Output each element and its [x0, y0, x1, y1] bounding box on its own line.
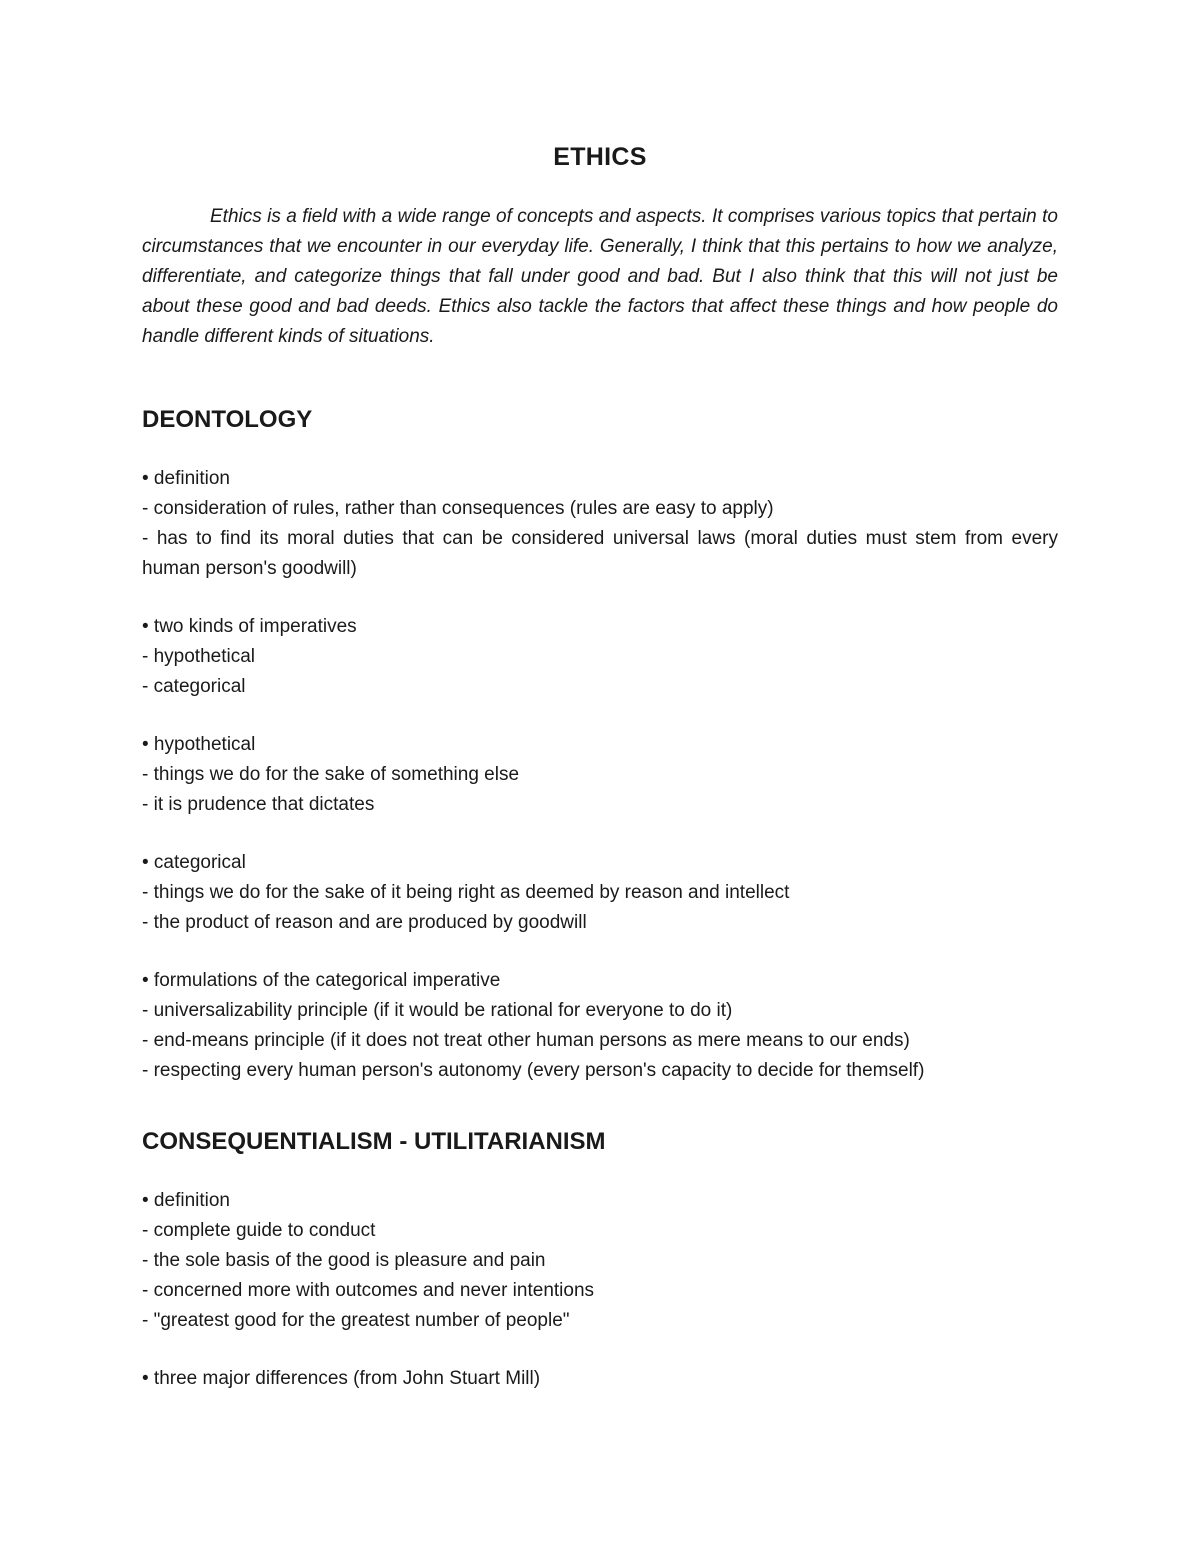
list-item: - it is prudence that dictates — [142, 794, 375, 815]
bullet-heading: • categorical — [142, 852, 246, 873]
document-title: ETHICS — [553, 143, 647, 171]
bullet-heading: • three major differences (from John Stuart Mill) — [142, 1368, 541, 1389]
note-group-definition — [142, 1186, 1058, 1336]
section-heading-consequentialism: CONSEQUENTIALISM - UTILITARIANISM — [142, 1128, 606, 1155]
note-group-hypothetical — [142, 730, 1058, 820]
bullet-heading: • formulations of the categorical imperative — [142, 970, 501, 991]
bullet-heading: • two kinds of imperatives — [142, 616, 357, 637]
list-item: - "greatest good for the greatest number of people" — [142, 1310, 570, 1331]
list-item: - universalizability principle (if it would be rational for everyone to do it) — [142, 1000, 733, 1021]
intro-paragraph: Ethics is a field with a wide range of concepts and aspects. It comprises various topics that pertain to circumstances that we encounter in our everyday life. Generally, I think that this pertains to how we analyze, differentiate, and categorize things that fall under good and bad. But I also think that this will not just be about these good and bad deeds. Ethics also tackle the factors that affect these things and how people do handle different kinds of situations. — [142, 206, 1058, 347]
bullet-heading: • definition — [142, 468, 230, 489]
note-group-formulations — [142, 966, 1058, 1086]
list-item: - things we do for the sake of it being right as deemed by reason and intellect — [142, 882, 790, 903]
list-item: - has to find its moral duties that can be considered universal laws (moral duties must stem from every human person's goodwill) — [142, 528, 1058, 579]
list-item: - the product of reason and are produced by goodwill — [142, 912, 587, 933]
note-group-definition — [142, 464, 1058, 584]
note-group-imperatives — [142, 612, 1058, 702]
note-group-differences — [142, 1364, 1058, 1394]
document-page — [142, 140, 1058, 1394]
bullet-heading: • definition — [142, 1190, 230, 1211]
bullet-heading: • hypothetical — [142, 734, 256, 755]
list-item: - things we do for the sake of something else — [142, 764, 520, 785]
section-heading-deontology: DEONTOLOGY — [142, 406, 313, 433]
list-item: - the sole basis of the good is pleasure and pain — [142, 1250, 546, 1271]
list-item: - complete guide to conduct — [142, 1220, 376, 1241]
list-item: - respecting every human person's autonomy (every person's capacity to decide for themself) — [142, 1060, 925, 1081]
note-group-categorical — [142, 848, 1058, 938]
list-item: - hypothetical — [142, 646, 256, 667]
list-item: - categorical — [142, 676, 246, 697]
list-item: - concerned more with outcomes and never intentions — [142, 1280, 595, 1301]
list-item: - end-means principle (if it does not treat other human persons as mere means to our ends) — [142, 1030, 910, 1051]
list-item: - consideration of rules, rather than consequences (rules are easy to apply) — [142, 498, 774, 519]
